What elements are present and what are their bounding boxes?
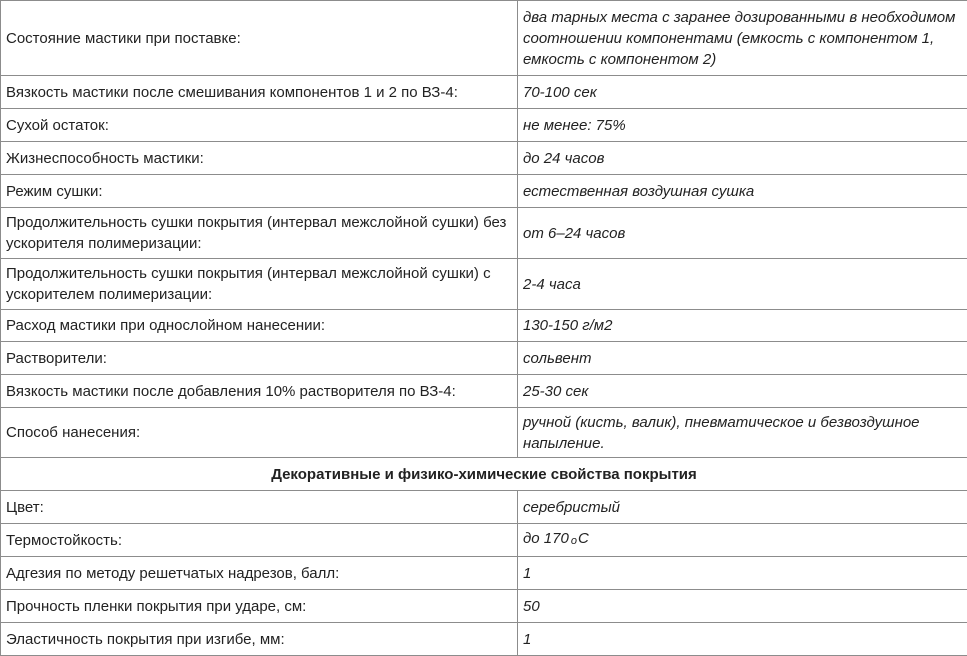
param-cell: Продолжительность сушки покрытия (интервал межслойной сушки) с ускорителем полимеризации:	[1, 259, 518, 310]
value-cell: 2-4 часа	[518, 259, 967, 310]
param-cell: Жизнеспособность мастики:	[1, 142, 518, 175]
value-cell: два тарных места с заранее дозированными в необходимом соотношении компонентами (емкость с компонентом 1, емкость с компонентом 2)	[518, 1, 967, 76]
value-cell: ручной (кисть, валик), пневматическое и безвоздушное напыление.	[518, 408, 967, 458]
table-row	[1, 342, 967, 375]
value-cell	[518, 524, 967, 557]
table-row	[1, 1, 967, 76]
table-row	[1, 208, 967, 259]
param-cell: Вязкость мастики после добавления 10% растворителя по ВЗ-4:	[1, 375, 518, 408]
section-heading-row	[1, 458, 967, 491]
param-cell: Режим сушки:	[1, 175, 518, 208]
param-cell: Цвет:	[1, 491, 518, 524]
param-cell: Адгезия по методу решетчатых надрезов, балл:	[1, 557, 518, 590]
param-cell: Продолжительность сушки покрытия (интервал межслойной сушки) без ускорителя полимеризации:	[1, 208, 518, 259]
param-cell: Расход мастики при однослойном нанесении:	[1, 310, 518, 342]
table-row	[1, 623, 967, 656]
value-cell: сольвент	[518, 342, 967, 375]
param-cell: Сухой остаток:	[1, 109, 518, 142]
value-cell: 70-100 сек	[518, 76, 967, 109]
value-text: до 170	[523, 530, 569, 547]
value-cell: 130-150 г/м2	[518, 310, 967, 342]
param-cell: Способ нанесения:	[1, 408, 518, 458]
table-row	[1, 524, 967, 557]
table-row	[1, 142, 967, 175]
param-cell: Растворители:	[1, 342, 518, 375]
param-cell: Вязкость мастики после смешивания компонентов 1 и 2 по ВЗ-4:	[1, 76, 518, 109]
value-cell: не менее: 75%	[518, 109, 967, 142]
value-cell: до 24 часов	[518, 142, 967, 175]
value-cell: 1	[518, 557, 967, 590]
param-cell: Состояние мастики при поставке:	[1, 1, 518, 76]
table-row	[1, 590, 967, 623]
param-cell: Прочность пленки покрытия при ударе, см:	[1, 590, 518, 623]
table-row	[1, 375, 967, 408]
param-cell: Эластичность покрытия при изгибе, мм:	[1, 623, 518, 656]
table-row	[1, 109, 967, 142]
table-row	[1, 310, 967, 342]
value-cell: серебристый	[518, 491, 967, 524]
table-row	[1, 408, 967, 458]
degree-mark: о	[571, 535, 577, 547]
value-cell: 50	[518, 590, 967, 623]
table-row	[1, 557, 967, 590]
table-row	[1, 76, 967, 109]
value-cell: 25-30 сек	[518, 375, 967, 408]
table-row	[1, 175, 967, 208]
value-cell: естественная воздушная сушка	[518, 175, 967, 208]
value-unit: С	[578, 530, 589, 547]
table-row	[1, 259, 967, 310]
table-row	[1, 491, 967, 524]
param-cell: Термостойкость:	[1, 524, 518, 557]
section-heading: Декоративные и физико-химические свойства покрытия	[1, 458, 967, 491]
value-cell: от 6–24 часов	[518, 208, 967, 259]
value-cell: 1	[518, 623, 967, 656]
